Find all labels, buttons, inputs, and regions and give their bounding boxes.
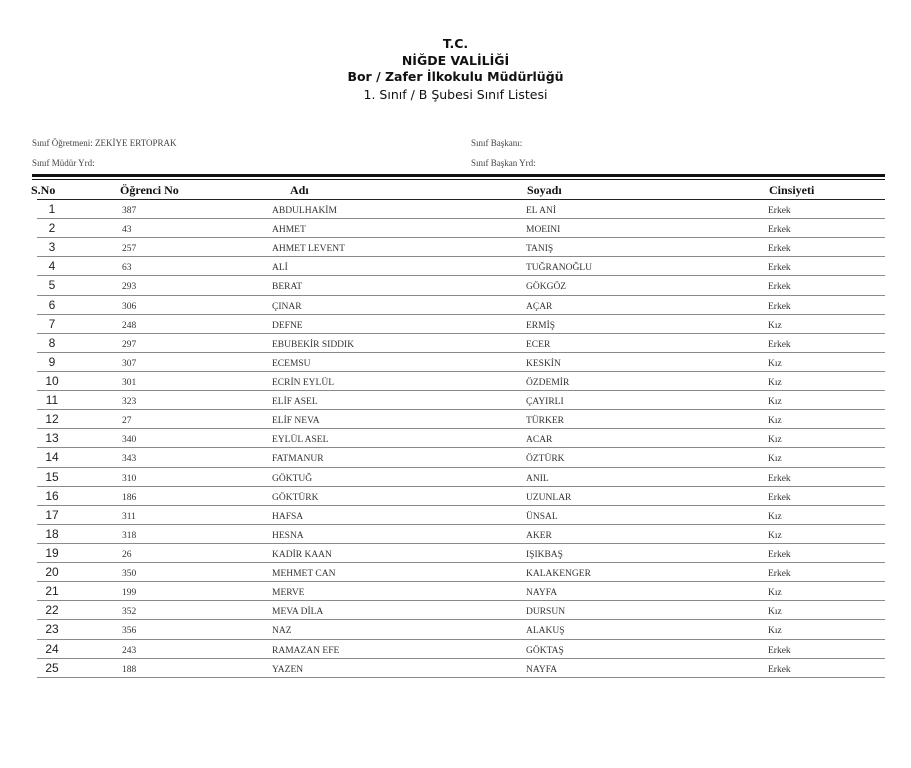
row-number: 10: [45, 373, 59, 388]
row-number: 20: [45, 565, 59, 580]
student-table-body: [0, 200, 911, 678]
student-gender: Erkek: [768, 282, 791, 293]
student-number: 356: [122, 626, 137, 637]
student-first-name: ECRİN EYLÜL: [272, 377, 335, 388]
row-number: 17: [45, 507, 59, 522]
table-row: [0, 525, 911, 544]
student-gender: Erkek: [768, 225, 791, 236]
class-teacher-label: Sınıf Öğretmeni: ZEKİYE ERTOPRAK: [32, 138, 177, 148]
student-gender: Kız: [768, 358, 782, 369]
student-number: 340: [122, 435, 137, 446]
student-number: 188: [122, 664, 137, 675]
row-number: 16: [45, 488, 59, 503]
student-surname: ÖZTÜRK: [526, 454, 565, 465]
student-first-name: GÖKTUĞ: [272, 473, 313, 484]
table-row: [0, 563, 911, 582]
header-divider-thick: [32, 174, 885, 177]
table-row: [0, 372, 911, 391]
student-first-name: ALİ: [272, 263, 288, 274]
column-header-gender: Cinsiyeti: [769, 183, 815, 197]
student-number: 352: [122, 607, 137, 618]
table-row: [0, 582, 911, 601]
student-gender: Erkek: [768, 664, 791, 675]
row-number: 21: [45, 584, 59, 599]
student-surname: ERMİŞ: [526, 320, 556, 331]
student-gender: Kız: [768, 320, 782, 331]
student-number: 318: [122, 530, 137, 541]
student-gender: Erkek: [768, 549, 791, 560]
table-row: [0, 448, 911, 467]
student-number: 301: [122, 377, 137, 388]
row-divider: [37, 677, 885, 678]
student-first-name: MEVA DİLA: [272, 607, 324, 618]
student-first-name: ECEMSU: [272, 358, 311, 369]
row-number: 24: [45, 641, 59, 656]
table-row: [0, 487, 911, 506]
student-surname: ALAKUŞ: [526, 626, 565, 637]
table-row: [0, 601, 911, 620]
student-first-name: ABDULHAKİM: [272, 206, 337, 216]
student-surname: TÜRKER: [526, 416, 564, 427]
student-surname: KALAKENGER: [526, 569, 591, 580]
row-number: 1: [48, 202, 56, 216]
column-header-sno: S.No: [31, 183, 56, 197]
student-gender: Erkek: [768, 301, 791, 312]
student-first-name: KADİR KAAN: [272, 549, 332, 560]
student-first-name: MEHMET CAN: [272, 569, 336, 580]
row-number: 2: [48, 221, 56, 236]
column-header-surname: Soyadı: [527, 183, 562, 197]
row-number: 8: [48, 335, 56, 350]
class-president-label: Sınıf Başkanı:: [471, 138, 523, 148]
student-surname: GÖKGÖZ: [526, 282, 567, 293]
student-surname: AKER: [526, 530, 552, 541]
student-number: 297: [122, 339, 137, 350]
student-first-name: AHMET LEVENT: [272, 244, 345, 255]
student-number: 63: [122, 263, 132, 274]
student-gender: Erkek: [768, 645, 791, 656]
table-row: [0, 334, 911, 353]
student-number: 43: [122, 225, 132, 236]
document-header-tc: T.C.: [442, 36, 469, 51]
table-row: [0, 219, 911, 238]
student-gender: Erkek: [768, 263, 791, 274]
student-number: 323: [122, 397, 137, 408]
row-number: 15: [45, 469, 59, 484]
row-number: 14: [45, 450, 59, 465]
student-number: 186: [122, 492, 137, 503]
student-gender: Kız: [768, 454, 782, 465]
student-first-name: EBUBEKİR SIDDIK: [272, 339, 355, 350]
student-first-name: AHMET: [272, 225, 306, 236]
table-row: [0, 296, 911, 315]
student-surname: IŞIKBAŞ: [526, 549, 563, 560]
student-first-name: NAZ: [272, 626, 292, 637]
student-first-name: EYLÜL ASEL: [272, 435, 329, 446]
student-number: 199: [122, 588, 137, 599]
student-number: 350: [122, 569, 137, 580]
student-number: 343: [122, 454, 137, 465]
student-number: 306: [122, 301, 137, 312]
student-number: 27: [122, 416, 132, 427]
table-row: [0, 468, 911, 487]
row-number: 25: [45, 660, 59, 675]
student-number: 311: [122, 511, 136, 522]
student-gender: Kız: [768, 607, 782, 618]
student-gender: Erkek: [768, 473, 791, 484]
table-row: [0, 391, 911, 410]
table-row: [0, 200, 911, 219]
table-row: [0, 257, 911, 276]
student-surname: GÖKTAŞ: [526, 645, 564, 656]
class-vice-president-label: Sınıf Başkan Yrd:: [471, 158, 536, 168]
student-surname: NAYFA: [526, 588, 558, 599]
student-surname: ÖZDEMİR: [526, 377, 570, 388]
student-surname: MOEINI: [526, 225, 561, 236]
row-number: 4: [48, 259, 56, 274]
row-number: 7: [48, 316, 56, 331]
student-gender: Kız: [768, 435, 782, 446]
row-number: 3: [48, 240, 56, 255]
student-gender: Kız: [768, 377, 782, 388]
student-gender: Erkek: [768, 569, 791, 580]
student-surname: DURSUN: [526, 607, 566, 618]
student-surname: ACAR: [526, 435, 553, 446]
table-row: [0, 315, 911, 334]
student-number: 307: [122, 358, 137, 369]
table-row: [0, 620, 911, 639]
student-gender: Kız: [768, 588, 782, 599]
column-header-name: Adı: [290, 183, 309, 197]
student-first-name: ELİF NEVA: [272, 416, 320, 427]
row-number: 23: [45, 622, 59, 637]
student-first-name: GÖKTÜRK: [272, 492, 319, 503]
student-first-name: ELİF ASEL: [272, 397, 318, 408]
table-row: [0, 506, 911, 525]
student-surname: AÇAR: [526, 301, 553, 312]
table-header: [0, 183, 911, 199]
student-number: 257: [122, 244, 137, 255]
student-gender: Erkek: [768, 492, 791, 503]
student-surname: ÇAYIRLI: [526, 397, 564, 408]
document-title: 1. Sınıf / B Şubesi Sınıf Listesi: [363, 87, 548, 102]
row-number: 12: [45, 412, 59, 427]
row-number: 5: [48, 278, 56, 293]
header-divider-thin: [32, 179, 885, 180]
student-gender: Kız: [768, 511, 782, 522]
row-number: 11: [45, 393, 59, 408]
row-number: 13: [45, 431, 59, 446]
row-number: 19: [45, 545, 59, 560]
student-surname: KESKİN: [526, 358, 561, 369]
student-first-name: HESNA: [272, 530, 304, 541]
student-surname: ÜNSAL: [526, 511, 558, 522]
table-row: [0, 276, 911, 295]
student-number: 387: [122, 206, 137, 216]
student-first-name: YAZEN: [272, 664, 304, 675]
student-gender: Kız: [768, 416, 782, 427]
student-surname: NAYFA: [526, 664, 558, 675]
student-surname: TANIŞ: [526, 244, 554, 255]
student-gender: Erkek: [768, 206, 791, 216]
document-header-governorship: NİĞDE VALİLİĞİ: [401, 53, 510, 68]
student-first-name: RAMAZAN EFE: [272, 645, 340, 656]
student-surname: EL ANİ: [526, 206, 556, 216]
student-first-name: HAFSA: [272, 511, 304, 522]
table-row: [0, 544, 911, 563]
student-first-name: BERAT: [272, 282, 303, 293]
student-gender: Erkek: [768, 244, 791, 255]
student-gender: Kız: [768, 530, 782, 541]
document-header-school: Bor / Zafer İlkokulu Müdürlüğü: [347, 69, 564, 84]
student-number: 310: [122, 473, 137, 484]
table-row: [0, 238, 911, 257]
row-number: 18: [45, 526, 59, 541]
student-first-name: FATMANUR: [272, 454, 324, 465]
table-row: [0, 659, 911, 678]
student-first-name: MERVE: [272, 588, 305, 599]
table-row: [0, 429, 911, 448]
student-number: 243: [122, 645, 137, 656]
row-number: 9: [48, 354, 56, 369]
column-header-student-no: Öğrenci No: [120, 183, 179, 197]
student-surname: ANIL: [526, 473, 549, 484]
row-number: 22: [45, 603, 59, 618]
table-row: [0, 353, 911, 372]
student-gender: Kız: [768, 626, 782, 637]
table-row: [0, 410, 911, 429]
student-surname: UZUNLAR: [526, 492, 572, 503]
student-gender: Kız: [768, 397, 782, 408]
vice-principal-label: Sınıf Müdür Yrd:: [32, 158, 95, 168]
student-number: 26: [122, 549, 132, 560]
student-number: 293: [122, 282, 137, 293]
student-surname: TUĞRANOĞLU: [526, 263, 592, 274]
student-gender: Erkek: [768, 339, 791, 350]
table-row: [0, 640, 911, 659]
row-number: 6: [48, 297, 56, 312]
student-surname: ECER: [526, 339, 551, 350]
student-first-name: DEFNE: [272, 320, 303, 331]
student-number: 248: [122, 320, 137, 331]
student-first-name: ÇINAR: [272, 301, 302, 312]
